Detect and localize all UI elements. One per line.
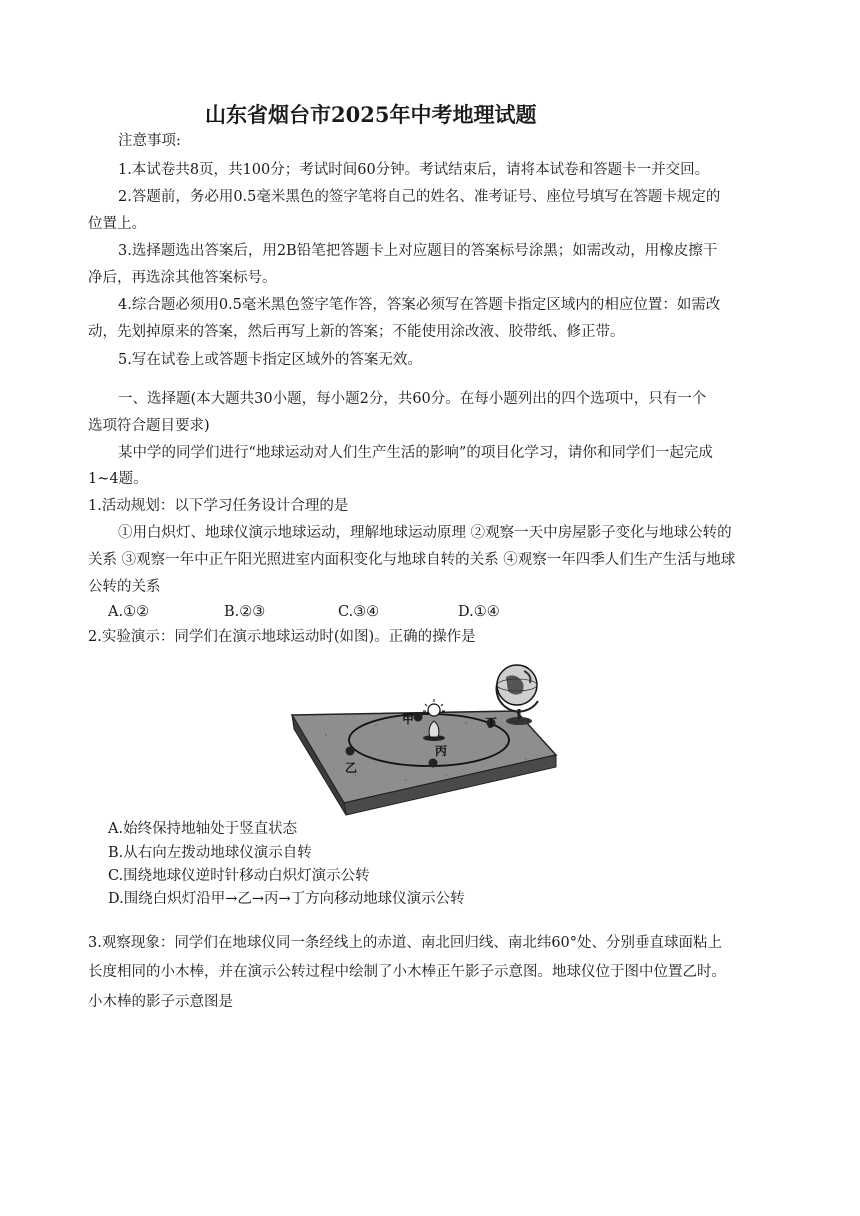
notice-heading: 注意事项: (118, 133, 181, 149)
notice-item-3: 3.选择题选出答案后，用2B铅笔把答题卡上对应题目的答案标号涂黑；如需改动，用橡皮擦干 (118, 243, 718, 259)
notice-item-5: 5.写在试卷上或答题卡指定区域外的答案无效。 (118, 352, 422, 368)
notice-item-1: 1.本试卷共8页，共100分；考试时间60分钟。考试结束后，请将本试卷和答题卡一并交回。 (118, 162, 710, 178)
q1-stem: 1.活动规划：以下学习任务设计合理的是 (88, 498, 349, 514)
q2-option-c: C.围绕地球仪逆时针移动白炽灯演示公转 (108, 868, 370, 884)
notice-item-3-cont: 净后，再选涂其他答案标号。 (88, 270, 277, 286)
intro-text-cont: 1~4题。 (88, 471, 148, 487)
section-heading: 一、选择题(本大题共30小题，每小题2分，共60分。在每小题列出的四个选项中，只有一个 (118, 391, 707, 407)
q3-stem-cont2: 小木棒的影子示意图是 (88, 994, 233, 1010)
label-jia: 甲 (402, 712, 415, 726)
position-bing-globe (429, 759, 438, 768)
orbit-demo-figure (286, 655, 558, 817)
q1-option-c: C.③④ (338, 604, 380, 620)
q1-option-d: D.①④ (458, 604, 500, 620)
q1-body-cont2: 公转的关系 (88, 579, 161, 595)
label-yi: 乙 (345, 761, 358, 775)
q3-stem-cont: 长度相同的小木棒，并在演示公转过程中绘制了小木棒正午影子示意图。地球仪位于图中位置乙时。 (88, 964, 726, 980)
q1-option-a: A.①② (108, 604, 150, 620)
q2-option-d: D.围绕白炽灯沿甲→乙→丙→丁方向移动地球仪演示公转 (108, 891, 465, 907)
notice-item-4: 4.综合题必须用0.5毫米黑色签字笔作答，答案必须写在答题卡指定区域内的相应位置：如需改 (118, 297, 721, 313)
position-jia-globe (414, 713, 423, 722)
q3-stem: 3.观察现象：同学们在地球仪同一条经线上的赤道、南北回归线、南北纬60°处、分别垂直球面粘上 (88, 935, 723, 951)
label-ding: 丁 (485, 716, 498, 730)
notice-item-4-cont: 动，先划掉原来的答案，然后再写上新的答案；不能使用涂改液、胶带纸、修正带。 (88, 324, 625, 340)
position-yi-globe (346, 747, 355, 756)
q2-option-b: B.从右向左拨动地球仪演示自转 (108, 845, 312, 861)
q1-option-b: B.②③ (224, 604, 266, 620)
q1-body-cont: 关系 ③观察一年中正午阳光照进室内面积变化与地球自转的关系 ④观察一年四季人们生产生活与地球 (88, 552, 736, 568)
notice-item-2-cont: 位置上。 (88, 216, 146, 232)
section-heading-cont: 选项符合题目要求) (88, 418, 210, 434)
q2-option-a: A.始终保持地轴处于竖直状态 (108, 821, 298, 837)
exam-title: 山东省烟台市2025年中考地理试题 (205, 102, 537, 127)
q2-stem: 2.实验演示：同学们在演示地球运动时(如图)。正确的操作是 (88, 629, 476, 645)
intro-text: 某中学的同学们进行“地球运动对人们生产生活的影响”的项目化学习，请你和同学们一起完成 (118, 445, 713, 461)
notice-item-2: 2.答题前，务必用0.5毫米黑色的签字笔将自己的姓名、准考证号、座位号填写在答题卡规定的 (118, 189, 721, 205)
label-bing: 丙 (435, 744, 448, 758)
q1-body: ①用白炽灯、地球仪演示地球运动，理解地球运动原理 ②观察一天中房屋影子变化与地球公转的 (118, 525, 732, 541)
